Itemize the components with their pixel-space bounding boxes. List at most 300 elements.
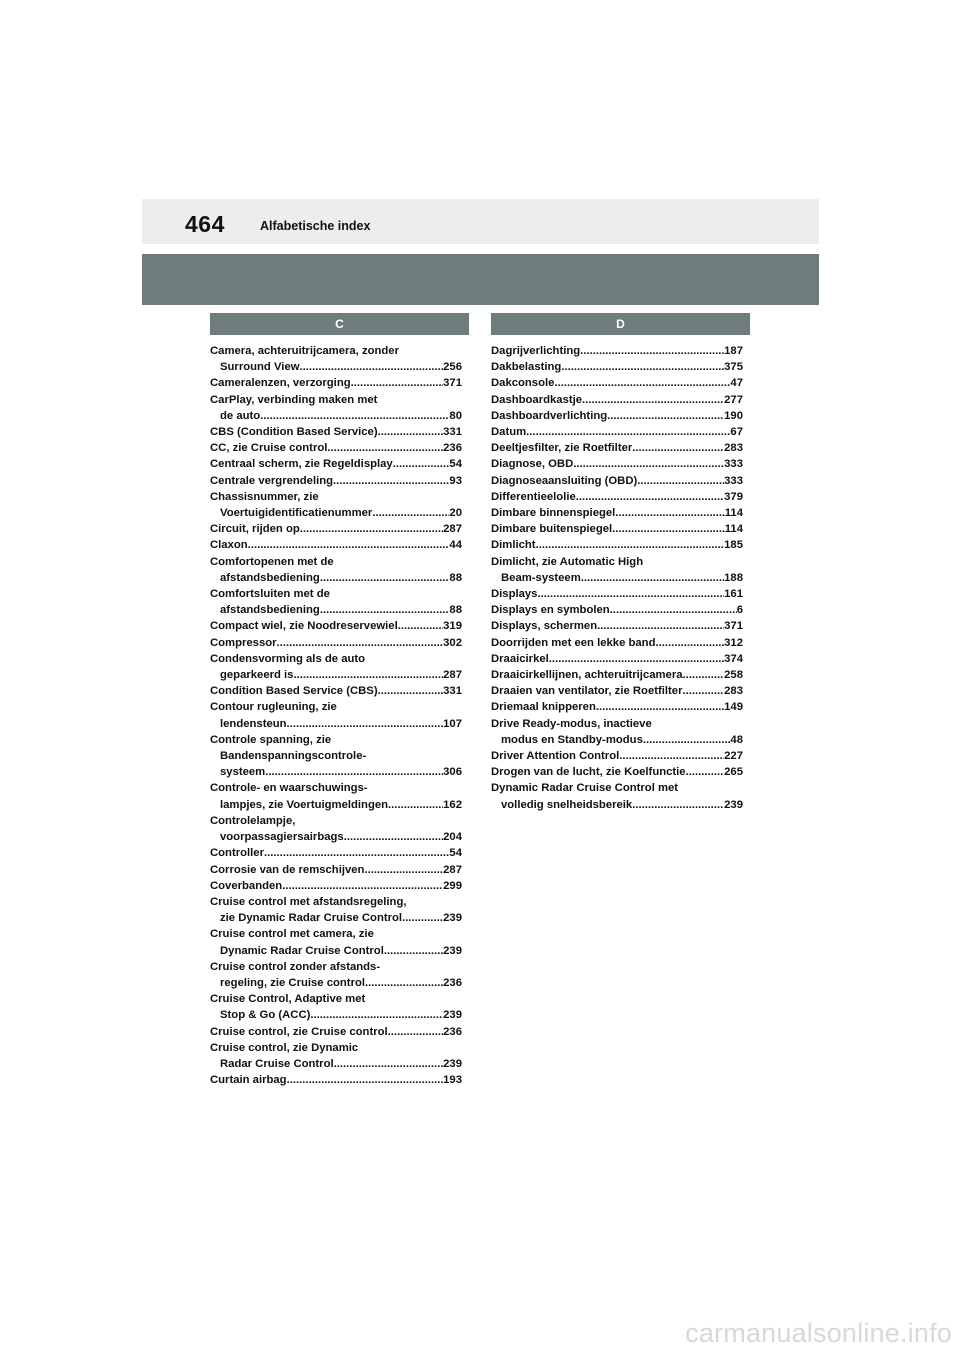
dot-leader [282, 878, 443, 894]
entry-text: Beam-systeem [501, 571, 581, 584]
entry-text: Radar Cruise Control [220, 1057, 334, 1070]
entry-text: Cruise Control, Adaptive met [210, 993, 366, 1006]
entry-line [210, 521, 462, 537]
dot-leader [320, 570, 450, 586]
entry-page-number[interactable]: 161 [724, 588, 743, 601]
entry-page-number[interactable]: 188 [724, 571, 743, 584]
entry-text: Diagnoseaansluiting (OBD) [491, 474, 638, 487]
entry-text: Displays, schermen [491, 620, 598, 633]
dot-leader [561, 359, 724, 375]
index-entry[interactable] [210, 813, 462, 845]
letter-heading-c: C [210, 313, 469, 335]
entry-text: Doorrijden met een lekke band [491, 636, 656, 649]
dot-leader [683, 667, 725, 683]
entry-text: lampjes, zie Voertuigmeldingen [220, 798, 389, 811]
entry-line [491, 667, 743, 683]
dot-leader [265, 764, 443, 780]
entry-text: Stop & Go (ACC) [220, 1009, 311, 1022]
dot-leader [388, 1024, 443, 1040]
index-entry[interactable] [210, 473, 462, 489]
entry-page-number[interactable]: 283 [724, 442, 743, 455]
index-entry[interactable] [210, 683, 462, 699]
entry-text: Compact wiel, zie Noodreservewiel [210, 620, 398, 633]
entry-text: Differentieelolie [491, 490, 576, 503]
index-entry[interactable] [210, 586, 462, 618]
entry-text: voorpassagiersairbags [220, 831, 344, 844]
index-entry[interactable] [210, 732, 462, 781]
entry-text: Cameralenzen, verzorging [210, 377, 351, 390]
entry-text: Camera, achteruitrijcamera, zonder [210, 345, 399, 357]
index-entry[interactable] [210, 780, 462, 812]
index-entry[interactable] [210, 537, 462, 553]
entry-text: Condition Based Service (CBS) [210, 685, 378, 698]
entry-page-number[interactable]: 54 [449, 458, 462, 471]
entry-line [491, 797, 743, 813]
index-entry[interactable] [210, 554, 462, 586]
dot-leader [576, 489, 724, 505]
dot-leader [573, 456, 724, 472]
index-entry[interactable] [491, 667, 743, 683]
entry-text: Controle spanning, zie [210, 733, 332, 746]
entry-line [491, 408, 743, 424]
entry-page-number[interactable]: 236 [443, 442, 462, 455]
entry-text: geparkeerd is [220, 669, 294, 682]
entry-page-number[interactable]: 319 [443, 620, 462, 633]
entry-page-number[interactable]: 236 [443, 976, 462, 989]
index-entry[interactable] [210, 440, 462, 456]
index-entry[interactable] [210, 1024, 462, 1040]
entry-text: Draaien van ventilator, zie Roetfilter [491, 685, 683, 698]
index-entry[interactable] [491, 521, 743, 537]
dot-leader [632, 440, 724, 456]
entry-line [210, 716, 462, 732]
dot-leader [320, 602, 450, 618]
entry-text: Circuit, rijden op [210, 523, 300, 536]
entry-text: Dimbare binnenspiegel [491, 507, 616, 520]
dot-leader [537, 586, 724, 602]
dot-leader [260, 408, 449, 424]
index-entry[interactable] [491, 635, 743, 651]
entry-text: CC, zie Cruise control [210, 442, 328, 455]
entry-page-number[interactable]: 371 [724, 620, 743, 633]
entry-page-number[interactable]: 236 [443, 1025, 462, 1038]
index-entry[interactable] [491, 716, 743, 748]
entry-text: Centraal scherm, zie Regeldisplay [210, 458, 393, 471]
index-entry[interactable] [210, 862, 462, 878]
entry-line [491, 375, 743, 391]
index-entry[interactable] [491, 473, 743, 489]
entry-page-number[interactable]: 54 [449, 847, 462, 860]
entry-line [491, 618, 743, 634]
letter-heading-d: D [491, 313, 750, 335]
entry-text: Claxon [210, 539, 248, 552]
entry-text: Condensvorming als de auto [210, 652, 366, 665]
index-entry[interactable] [491, 392, 743, 408]
entry-text: Cruise control met afstandsregeling, [210, 895, 407, 908]
entry-text: Bandenspanningscontrole- [220, 750, 367, 763]
dot-leader [686, 764, 725, 780]
index-entry[interactable] [491, 424, 743, 440]
entry-text: Compressor [210, 636, 277, 649]
dot-leader [393, 456, 450, 472]
entry-line [491, 392, 743, 408]
entry-text: Chassisnummer, zie [210, 490, 319, 503]
entry-text: Centrale vergrendeling [210, 474, 334, 487]
dot-leader [597, 618, 724, 634]
entry-page-number[interactable]: 190 [724, 409, 743, 422]
index-entry[interactable] [210, 456, 462, 472]
entry-text: Drive Ready-modus, inactieve [491, 717, 652, 730]
dot-leader [682, 683, 724, 699]
entry-line [210, 602, 462, 618]
dot-leader [615, 505, 724, 521]
entry-text: Cruise control, zie Cruise control [210, 1025, 388, 1038]
index-column-d [491, 343, 743, 813]
entry-page-number[interactable]: 333 [724, 458, 743, 471]
entry-text: Dynamic Radar Cruise Control met [491, 782, 679, 795]
entry-text: Cruise control zonder afstands- [210, 960, 381, 973]
dot-leader [610, 602, 737, 618]
entry-text: regeling, zie Cruise control [220, 976, 366, 989]
dot-leader [287, 1072, 444, 1088]
dot-leader [300, 359, 444, 375]
entry-line [491, 732, 743, 748]
dot-leader [351, 375, 444, 391]
entry-line [210, 424, 462, 440]
entry-text: Surround View [220, 361, 300, 374]
dot-leader [384, 943, 443, 959]
entry-text: Drogen van de lucht, zie Koelfunctie [491, 766, 686, 779]
entry-page-number[interactable]: 227 [724, 750, 743, 763]
entry-line [491, 440, 743, 456]
entry-line [491, 359, 743, 375]
entry-text: Dimbare buitenspiegel [491, 523, 613, 536]
entry-text: Comfortopenen met de [210, 555, 334, 568]
entry-page-number[interactable]: 379 [724, 490, 743, 503]
entry-line [210, 618, 462, 634]
entry-page-number[interactable]: 283 [724, 685, 743, 698]
index-entry[interactable] [491, 537, 743, 553]
entry-page-number[interactable]: 107 [443, 717, 462, 730]
index-entry[interactable] [491, 764, 743, 780]
entry-text: Dakbelasting [491, 361, 562, 374]
entry-text: Controller [210, 847, 264, 860]
entry-text: Draaicirkel [491, 652, 549, 665]
dot-leader [619, 748, 724, 764]
entry-text: CBS (Condition Based Service) [210, 426, 378, 439]
dot-leader [378, 683, 444, 699]
entry-page-number[interactable]: 67 [730, 426, 743, 439]
entry-line [210, 359, 462, 375]
entry-text: Datum [491, 426, 527, 439]
dot-leader [264, 845, 449, 861]
index-column-c [210, 343, 462, 1088]
entry-page-number[interactable]: 331 [443, 426, 462, 439]
dot-leader [248, 537, 450, 553]
entry-line [491, 699, 743, 715]
entry-page-number[interactable]: 80 [449, 409, 462, 422]
entry-text: modus en Standby-modus [501, 733, 643, 746]
dot-leader [344, 829, 443, 845]
index-entry[interactable] [491, 375, 743, 391]
entry-line [210, 408, 462, 424]
entry-page-number[interactable]: 239 [724, 798, 743, 811]
entry-page-number[interactable]: 287 [443, 863, 462, 876]
dot-leader [300, 521, 443, 537]
entry-text: Dashboardverlichting [491, 409, 608, 422]
entry-text: Cruise control, zie Dynamic [210, 1041, 359, 1054]
entry-text: Driemaal knipperen [491, 701, 596, 714]
index-entry[interactable] [210, 878, 462, 894]
entry-text: Driver Attention Control [491, 750, 620, 763]
entry-line [210, 910, 462, 926]
index-entry[interactable] [210, 424, 462, 440]
page-header-band [142, 199, 819, 244]
index-entry[interactable] [210, 1072, 462, 1088]
page-number: 464 [185, 211, 225, 237]
entry-page-number[interactable]: 44 [449, 539, 462, 552]
index-entry[interactable] [491, 359, 743, 375]
entry-line [210, 975, 462, 991]
dot-leader [333, 473, 449, 489]
entry-page-number[interactable]: 374 [724, 652, 743, 665]
entry-page-number[interactable]: 265 [724, 766, 743, 779]
entry-page-number[interactable]: 312 [724, 636, 743, 649]
index-entry[interactable] [491, 408, 743, 424]
index-entry[interactable] [210, 635, 462, 651]
entry-text: zie Dynamic Radar Cruise Control [220, 912, 403, 925]
index-entry[interactable] [491, 456, 743, 472]
index-entry[interactable] [210, 845, 462, 861]
entry-line [491, 505, 743, 521]
entry-text: Deeltjesfilter, zie Roetfilter [491, 442, 633, 455]
entry-line [210, 375, 462, 391]
entry-text: Curtain airbag [210, 1074, 287, 1087]
entry-text: Corrosie van de remschijven [210, 863, 365, 876]
entry-text: de auto [220, 409, 261, 422]
entry-line [210, 1072, 462, 1088]
index-entry[interactable] [210, 343, 462, 375]
entry-line [491, 456, 743, 472]
dot-leader [365, 975, 443, 991]
index-entry[interactable] [210, 489, 462, 521]
entry-text: Dashboardkastje [491, 393, 583, 406]
entry-page-number[interactable]: 193 [443, 1074, 462, 1087]
entry-page-number[interactable]: 162 [443, 798, 462, 811]
index-entry[interactable] [491, 602, 743, 618]
section-banner [142, 254, 819, 305]
entry-text: lendensteun [220, 717, 287, 730]
index-entry[interactable] [491, 780, 743, 812]
dot-leader [554, 375, 730, 391]
dot-leader [582, 392, 724, 408]
dot-leader [277, 635, 444, 651]
index-entry[interactable] [210, 651, 462, 683]
entry-page-number[interactable]: 302 [443, 636, 462, 649]
entry-page-number[interactable]: 299 [443, 879, 462, 892]
entry-line [491, 764, 743, 780]
entry-page-number[interactable]: 239 [443, 944, 462, 957]
entry-text: Contour rugleuning, zie [210, 701, 337, 714]
entry-line [491, 343, 743, 359]
dot-leader [632, 797, 724, 813]
entry-page-number[interactable]: 47 [730, 377, 743, 390]
entry-line [491, 602, 743, 618]
index-entry[interactable] [210, 521, 462, 537]
dot-leader [293, 667, 443, 683]
entry-line [210, 570, 462, 586]
dot-leader [607, 408, 724, 424]
entry-text: afstandsbediening [220, 571, 320, 584]
dot-leader [310, 1007, 443, 1023]
entry-page-number[interactable]: 239 [443, 1057, 462, 1070]
entry-line [491, 473, 743, 489]
entry-page-number[interactable]: 48 [730, 733, 743, 746]
entry-page-number[interactable]: 375 [724, 361, 743, 374]
entry-page-number[interactable]: 287 [443, 669, 462, 682]
entry-text: afstandsbediening [220, 604, 320, 617]
entry-text: systeem [220, 766, 266, 779]
dot-leader [327, 440, 443, 456]
dot-leader [402, 910, 443, 926]
entry-text: Controlelampje, [210, 814, 296, 827]
entry-text: Draaicirkellijnen, achteruitrijcamera [491, 669, 683, 682]
entry-line [210, 797, 462, 813]
entry-page-number[interactable]: 256 [443, 361, 462, 374]
entry-text: Diagnose, OBD [491, 458, 574, 471]
entry-line [491, 651, 743, 667]
entry-line [210, 1024, 462, 1040]
entry-text: CarPlay, verbinding maken met [210, 393, 378, 406]
entry-line [491, 489, 743, 505]
entry-line [210, 829, 462, 845]
entry-line [210, 845, 462, 861]
entry-page-number[interactable]: 258 [724, 669, 743, 682]
entry-line [491, 586, 743, 602]
index-entry[interactable] [491, 440, 743, 456]
index-entry[interactable] [491, 618, 743, 634]
index-entry[interactable] [210, 699, 462, 731]
entry-page-number[interactable]: 20 [449, 507, 462, 520]
entry-page-number[interactable]: 204 [443, 831, 462, 844]
index-entry[interactable] [210, 991, 462, 1023]
entry-text: Dimlicht, zie Automatic High [491, 555, 644, 568]
index-entry[interactable] [491, 748, 743, 764]
entry-line [491, 570, 743, 586]
index-entry[interactable] [491, 343, 743, 359]
entry-page-number[interactable]: 114 [724, 523, 743, 536]
index-entry[interactable] [491, 586, 743, 602]
entry-page-number[interactable]: 88 [449, 604, 462, 617]
index-entry[interactable] [210, 1040, 462, 1072]
entry-line [491, 683, 743, 699]
dot-leader [364, 862, 443, 878]
index-entry[interactable] [491, 651, 743, 667]
entry-text: Dimlicht [491, 539, 536, 552]
entry-page-number[interactable]: 371 [443, 377, 462, 390]
index-entry[interactable] [210, 618, 462, 634]
entry-page-number[interactable]: 185 [724, 539, 743, 552]
entry-line [210, 456, 462, 472]
dot-leader [378, 424, 444, 440]
index-entry[interactable] [210, 392, 462, 424]
index-entry[interactable] [491, 554, 743, 586]
entry-line [210, 505, 462, 521]
entry-page-number[interactable]: 306 [443, 766, 462, 779]
entry-page-number[interactable]: 239 [443, 1009, 462, 1022]
index-entry[interactable] [491, 505, 743, 521]
entry-text: Displays [491, 588, 538, 601]
entry-line [491, 748, 743, 764]
entry-line [491, 521, 743, 537]
dot-leader [643, 732, 731, 748]
section-title: Alfabetische index [260, 219, 371, 233]
entry-page-number[interactable]: 88 [449, 571, 462, 584]
index-entry[interactable] [210, 926, 462, 958]
entry-text: Comfortsluiten met de [210, 588, 330, 601]
entry-page-number[interactable]: 239 [443, 912, 462, 925]
dot-leader [596, 699, 724, 715]
dot-leader [287, 716, 444, 732]
entry-line [491, 635, 743, 651]
watermark-text: carmanualsonline.info [685, 1318, 952, 1348]
entry-page-number[interactable]: 6 [736, 604, 743, 617]
entry-page-number[interactable]: 187 [724, 345, 743, 357]
dot-leader [581, 570, 724, 586]
entry-page-number[interactable]: 287 [443, 523, 462, 536]
index-entry[interactable] [210, 959, 462, 991]
entry-text: Dynamic Radar Cruise Control [220, 944, 384, 957]
entry-line [210, 440, 462, 456]
entry-text: Displays en symbolen [491, 604, 610, 617]
dot-leader [637, 473, 724, 489]
entry-text: Dagrijverlichting [491, 345, 581, 357]
entry-page-number[interactable]: 331 [443, 685, 462, 698]
entry-line [210, 683, 462, 699]
entry-page-number[interactable]: 333 [724, 474, 743, 487]
entry-text: Controle- en waarschuwings- [210, 782, 368, 795]
dot-leader [388, 797, 443, 813]
dot-leader [549, 651, 724, 667]
dot-leader [398, 618, 443, 634]
entry-page-number[interactable]: 93 [449, 474, 462, 487]
index-entry[interactable] [491, 699, 743, 715]
entry-page-number[interactable]: 114 [724, 507, 743, 520]
entry-line [210, 862, 462, 878]
dot-leader [526, 424, 730, 440]
dot-leader [580, 343, 724, 359]
entry-page-number[interactable]: 149 [724, 701, 743, 714]
entry-line [210, 473, 462, 489]
entry-page-number[interactable]: 277 [724, 393, 743, 406]
entry-text: Cruise control met camera, zie [210, 928, 374, 941]
entry-text: Voertuigidentificatienummer [220, 507, 373, 520]
entry-line [210, 667, 462, 683]
index-entry[interactable] [491, 489, 743, 505]
entry-line [210, 1056, 462, 1072]
entry-line [210, 1007, 462, 1023]
entry-line [491, 537, 743, 553]
dot-leader [536, 537, 725, 553]
entry-text: Coverbanden [210, 879, 283, 892]
index-entry[interactable] [210, 375, 462, 391]
entry-line [210, 943, 462, 959]
index-entry[interactable] [491, 683, 743, 699]
dot-leader [612, 521, 725, 537]
entry-line [210, 878, 462, 894]
entry-text: volledig snelheidsbereik [501, 798, 633, 811]
index-entry[interactable] [210, 894, 462, 926]
